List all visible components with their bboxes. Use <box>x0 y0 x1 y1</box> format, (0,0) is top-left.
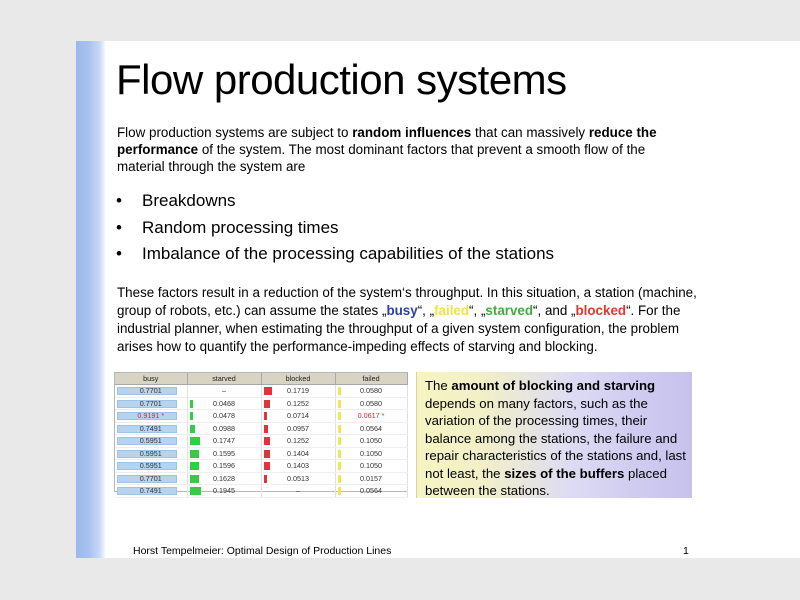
cell-value: 0.1945 <box>213 486 235 496</box>
cell-value: 0.1403 <box>287 461 309 471</box>
failed-bar <box>338 387 341 395</box>
cell-value: 0.0988 <box>213 423 235 433</box>
states-sep-3: “, and „ <box>533 303 576 318</box>
column-header-starved: starved <box>187 373 261 385</box>
failed-bar <box>338 487 341 495</box>
blocked-bar <box>264 450 270 458</box>
table-cell-failed <box>335 472 407 485</box>
table-cell-failed <box>335 397 407 410</box>
table-cell-starved <box>187 410 261 423</box>
table-row <box>115 472 407 485</box>
intro-text-1: Flow production systems are subject to <box>117 125 353 140</box>
blocked-bar <box>264 387 272 395</box>
failed-bar <box>338 462 341 470</box>
table-cell-busy <box>115 410 187 423</box>
table-cell-busy <box>115 422 187 435</box>
state-failed: failed <box>434 303 470 318</box>
starved-bar <box>190 412 193 420</box>
cell-value: 0.1050 <box>360 448 382 458</box>
table-cell-failed <box>335 422 407 435</box>
list-item <box>116 190 554 217</box>
states-sep-2: “, „ <box>469 303 486 318</box>
bullet-icon: • <box>116 217 122 237</box>
states-text-2: “. For the industrial planner, when estimating the throughput of a given system configuration, the problem arises how to quantify the performance-impeding effects of starving and blocking. <box>117 303 681 354</box>
station-states-grid <box>115 373 408 498</box>
blocked-bar <box>264 475 267 483</box>
cell-value: 0.5951 <box>139 461 162 471</box>
cell-value: 0.1595 <box>213 448 235 458</box>
cell-value: 0.0617 * <box>357 411 385 421</box>
table-row <box>115 447 407 460</box>
failed-bar <box>338 400 341 408</box>
cell-value: 0.5951 <box>139 448 162 458</box>
table-cell-failed <box>335 460 407 473</box>
states-text-1: These factors result in a reduction of the system‘s throughput. In this situation, a station (machine, group of robots, etc.) can assume the states „ <box>117 285 697 318</box>
cell-value: 0.7491 <box>139 486 162 496</box>
table-cell-busy <box>115 485 187 498</box>
table-cell-starved <box>187 422 261 435</box>
blocked-bar <box>264 437 270 445</box>
cell-value: 0.1252 <box>287 398 309 408</box>
list-item <box>116 243 554 270</box>
cell-value: 0.0513 <box>287 473 309 483</box>
cell-value: 0.0957 <box>287 423 309 433</box>
starved-bar <box>190 437 200 445</box>
cell-value: 0.0478 <box>213 411 235 421</box>
table-cell-starved <box>187 472 261 485</box>
cell-value: 0.1050 <box>360 461 382 471</box>
starved-bar <box>190 450 199 458</box>
blocked-bar <box>264 462 270 470</box>
table-cell-starved <box>187 485 261 498</box>
table-row <box>115 397 407 410</box>
table-cell-blocked <box>261 485 335 498</box>
cell-value: 0.5951 <box>139 436 162 446</box>
intro-bold-random-influences: random influences <box>352 125 472 140</box>
table-cell-starved <box>187 435 261 448</box>
callout-bold-blocking-starving: amount of blocking and starving <box>451 378 656 393</box>
intro-paragraph <box>117 124 657 175</box>
table-cell-busy <box>115 447 187 460</box>
column-header-blocked: blocked <box>261 373 335 385</box>
cell-value: 0.1596 <box>213 461 235 471</box>
list-item-label: Random processing times <box>142 217 339 237</box>
table-cell-failed <box>335 485 407 498</box>
table-cell-starved <box>187 447 261 460</box>
cell-value: 0.0714 <box>287 411 309 421</box>
blocked-bar <box>264 412 267 420</box>
cell-value: 0.0468 <box>213 398 235 408</box>
table-row <box>115 435 407 448</box>
callout-text-2: depends on many factors, such as the variation of the processing times, their balance among the stations, the failure and repair characteristics of the stations and, last not least, the <box>425 395 686 481</box>
factor-list <box>116 190 554 270</box>
cell-value: 0.1628 <box>213 473 235 483</box>
cell-value: 0.7701 <box>139 473 162 483</box>
state-starved: starved <box>485 303 534 318</box>
cell-value: 0.1252 <box>287 436 309 446</box>
states-sep-1: “, „ <box>417 303 435 318</box>
callout-bold-buffer-sizes: sizes of the buffers <box>504 465 625 481</box>
column-header-failed: failed <box>335 373 407 385</box>
failed-bar <box>338 425 341 433</box>
table-cell-blocked <box>261 385 335 398</box>
table-cell-blocked <box>261 472 335 485</box>
callout-text <box>425 377 687 500</box>
table-cell-busy <box>115 460 187 473</box>
table-cell-blocked <box>261 447 335 460</box>
cell-value: 0.0564 <box>360 423 382 433</box>
failed-bar <box>338 437 341 445</box>
starved-bar <box>190 462 199 470</box>
table-row <box>115 485 407 498</box>
table-cell-starved <box>187 397 261 410</box>
starved-bar <box>190 425 195 433</box>
callout-text-3: placed between the stations. <box>425 465 667 498</box>
footer-text: Horst Tempelmeier: Optimal Design of Production Lines <box>133 545 392 557</box>
state-blocked: blocked <box>575 303 627 318</box>
cell-value: 0.1404 <box>287 448 309 458</box>
state-busy: busy <box>386 303 418 318</box>
decorative-side-bar <box>76 41 106 558</box>
station-states-table <box>114 372 408 496</box>
table-cell-blocked <box>261 435 335 448</box>
table-header-row <box>115 373 407 385</box>
cell-value: 0.0157 <box>360 473 382 483</box>
starved-bar <box>190 475 199 483</box>
cell-value: 0.1719 <box>287 386 309 396</box>
table-cell-starved <box>187 460 261 473</box>
intro-text-3: of the system. The most dominant factors that prevent a smooth flow of the material through the system are <box>117 142 646 174</box>
starved-bar <box>190 400 193 408</box>
table-row <box>115 385 407 398</box>
cell-value: – <box>222 386 226 396</box>
blocked-bar <box>264 400 270 408</box>
bullet-icon: • <box>116 191 122 210</box>
column-header-busy: busy <box>115 373 187 385</box>
list-item <box>116 217 554 244</box>
table-cell-blocked <box>261 397 335 410</box>
table-cell-busy <box>115 435 187 448</box>
list-item-label: Imbalance of the processing capabilities of the stations <box>142 244 555 263</box>
cell-value: 0.7701 <box>139 398 162 408</box>
cell-value: 0.7491 <box>139 423 162 433</box>
failed-bar <box>338 450 341 458</box>
table-cell-starved <box>187 385 261 398</box>
bullet-icon: • <box>116 244 122 263</box>
callout-text-1: The <box>425 378 452 393</box>
table-cell-failed <box>335 385 407 398</box>
page-title: Flow production systems <box>116 56 567 103</box>
table-cell-busy <box>115 385 187 398</box>
starved-bar <box>190 487 201 495</box>
cell-value: – <box>296 486 300 496</box>
table-cell-blocked <box>261 410 335 423</box>
blocked-bar <box>264 425 268 433</box>
failed-bar <box>338 412 341 420</box>
table-cell-failed <box>335 435 407 448</box>
cell-value: 0.1747 <box>213 436 235 446</box>
cell-value: 0.1050 <box>360 436 382 446</box>
buffer-callout-box <box>416 372 692 498</box>
list-item-label: Breakdowns <box>142 191 236 210</box>
table-cell-failed <box>335 447 407 460</box>
cell-value: 0.7701 <box>139 386 162 396</box>
failed-bar <box>338 475 341 483</box>
cell-value: 0.0580 <box>360 386 382 396</box>
cell-value: 0.0564 <box>360 486 382 496</box>
table-cell-blocked <box>261 422 335 435</box>
table-cell-failed <box>335 410 407 423</box>
table-row <box>115 422 407 435</box>
intro-text-2: that can massively <box>471 125 589 140</box>
table-cell-busy <box>115 397 187 410</box>
table-cell-blocked <box>261 460 335 473</box>
cell-value: 0.9191 * <box>137 411 165 421</box>
page-number: 1 <box>683 545 689 557</box>
intro-bold-reduce-performance: reduce the performance <box>117 125 657 157</box>
table-row <box>115 410 407 423</box>
states-paragraph <box>117 284 697 356</box>
table-row <box>115 460 407 473</box>
table-cell-busy <box>115 472 187 485</box>
cell-value: 0.0580 <box>360 398 382 408</box>
